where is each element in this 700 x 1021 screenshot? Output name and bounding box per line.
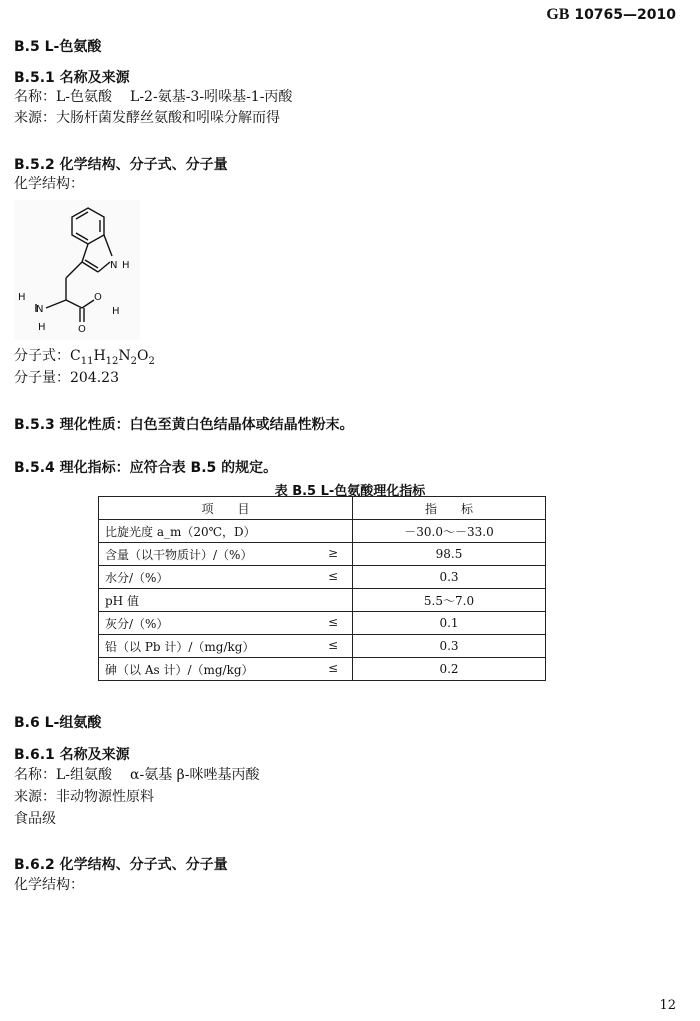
row-item: 灰分/（%） ≤ — [99, 612, 353, 635]
atom-n-indole: N — [110, 260, 118, 271]
atom-h-indole: H — [122, 260, 130, 271]
atom-o-carbonyl: O — [78, 324, 86, 335]
table-caption: 表 B.5 L-色氨酸理化指标 — [274, 484, 426, 499]
section-b5-4: B.5.4 理化指标：应符合表 B.5 的规定。 — [14, 460, 278, 476]
section-b5-2-title: B.5.2 化学结构、分子式、分子量 — [14, 157, 228, 173]
b5-name-line — [14, 88, 292, 106]
table-row — [99, 658, 546, 681]
row-item: 比旋光度 a_m（20℃，D） — [99, 520, 353, 543]
b6-name-alt: α-氨基 β-咪唑基丙酸 — [130, 767, 260, 783]
b6-name: 名称：L-组氨酸 — [14, 767, 113, 783]
b6-source: 来源：非动物源性原料 — [14, 789, 154, 805]
section-b5-1-title: B.5.1 名称及来源 — [14, 70, 130, 86]
row-value: 98.5 — [353, 543, 546, 566]
spec-table — [98, 496, 546, 681]
row-item: 铅（以 Pb 计）/（mg/kg） ≤ — [99, 635, 353, 658]
row-value: 5.5～7.0 — [353, 589, 546, 612]
col-spec-header: 指 标 — [353, 497, 546, 520]
table-row — [99, 566, 546, 589]
b5-name-alt: L-2-氨基-3-吲哚基-1-丙酸 — [130, 89, 293, 105]
row-value: 0.2 — [353, 658, 546, 681]
section-b5-3: B.5.3 理化性质：白色至黄白色结晶体或结晶性粉末。 — [14, 417, 354, 433]
table-row — [99, 635, 546, 658]
row-item: pH 值 — [99, 589, 353, 612]
row-value: －30.0～－33.0 — [353, 520, 546, 543]
table-header-row — [99, 497, 546, 520]
table-row — [99, 543, 546, 566]
atom-h2: H — [38, 322, 46, 333]
page-header — [546, 6, 676, 24]
row-item: 含量（以干物质计）/（%） ≥ — [99, 543, 353, 566]
section-b5-title: B.5 L-色氨酸 — [14, 39, 102, 55]
section-b6-1-title: B.6.1 名称及来源 — [14, 747, 130, 763]
table-row — [99, 589, 546, 612]
b5-struct-label: 化学结构： — [14, 176, 84, 192]
tryptophan-structure — [14, 200, 140, 340]
b5-source: 来源：大肠杆菌发酵丝氨酸和吲哚分解而得 — [14, 110, 280, 126]
b5-name: 名称：L-色氨酸 — [14, 89, 113, 105]
b5-formula: 分子式：$C_{11}H_{12}N_2O_2$ — [14, 348, 155, 367]
atom-h-hydroxyl: H — [112, 306, 120, 317]
b6-struct-label: 化学结构： — [14, 877, 84, 893]
b6-name-line — [14, 766, 260, 784]
section-b6-2-title: B.6.2 化学结构、分子式、分子量 — [14, 857, 228, 873]
row-item: 水分/（%） ≤ — [99, 566, 353, 589]
row-value: 0.1 — [353, 612, 546, 635]
atom-o-hydroxyl: O — [94, 292, 102, 303]
b5-mw: 分子量：204.23 — [14, 370, 119, 386]
atom-h1: H — [18, 292, 26, 303]
row-comparator: ≤ — [327, 638, 338, 652]
section-b6-title: B.6 L-组氨酸 — [14, 715, 102, 731]
row-value: 0.3 — [353, 635, 546, 658]
row-item: 砷（以 As 计）/（mg/kg） ≤ — [99, 658, 353, 681]
row-comparator: ≤ — [327, 569, 338, 583]
standard-number: 10765—2010 — [574, 7, 676, 23]
page-number: 12 — [659, 998, 676, 1013]
row-comparator: ≤ — [327, 661, 338, 675]
standard-prefix: GB — [546, 6, 570, 23]
row-comparator: ≤ — [327, 615, 338, 629]
table-row — [99, 612, 546, 635]
atom-n-amine: N — [36, 304, 44, 315]
table-row — [99, 520, 546, 543]
row-value: 0.3 — [353, 566, 546, 589]
col-item-header: 项 目 — [99, 497, 353, 520]
b6-grade: 食品级 — [14, 811, 56, 827]
row-comparator: ≥ — [327, 546, 338, 560]
